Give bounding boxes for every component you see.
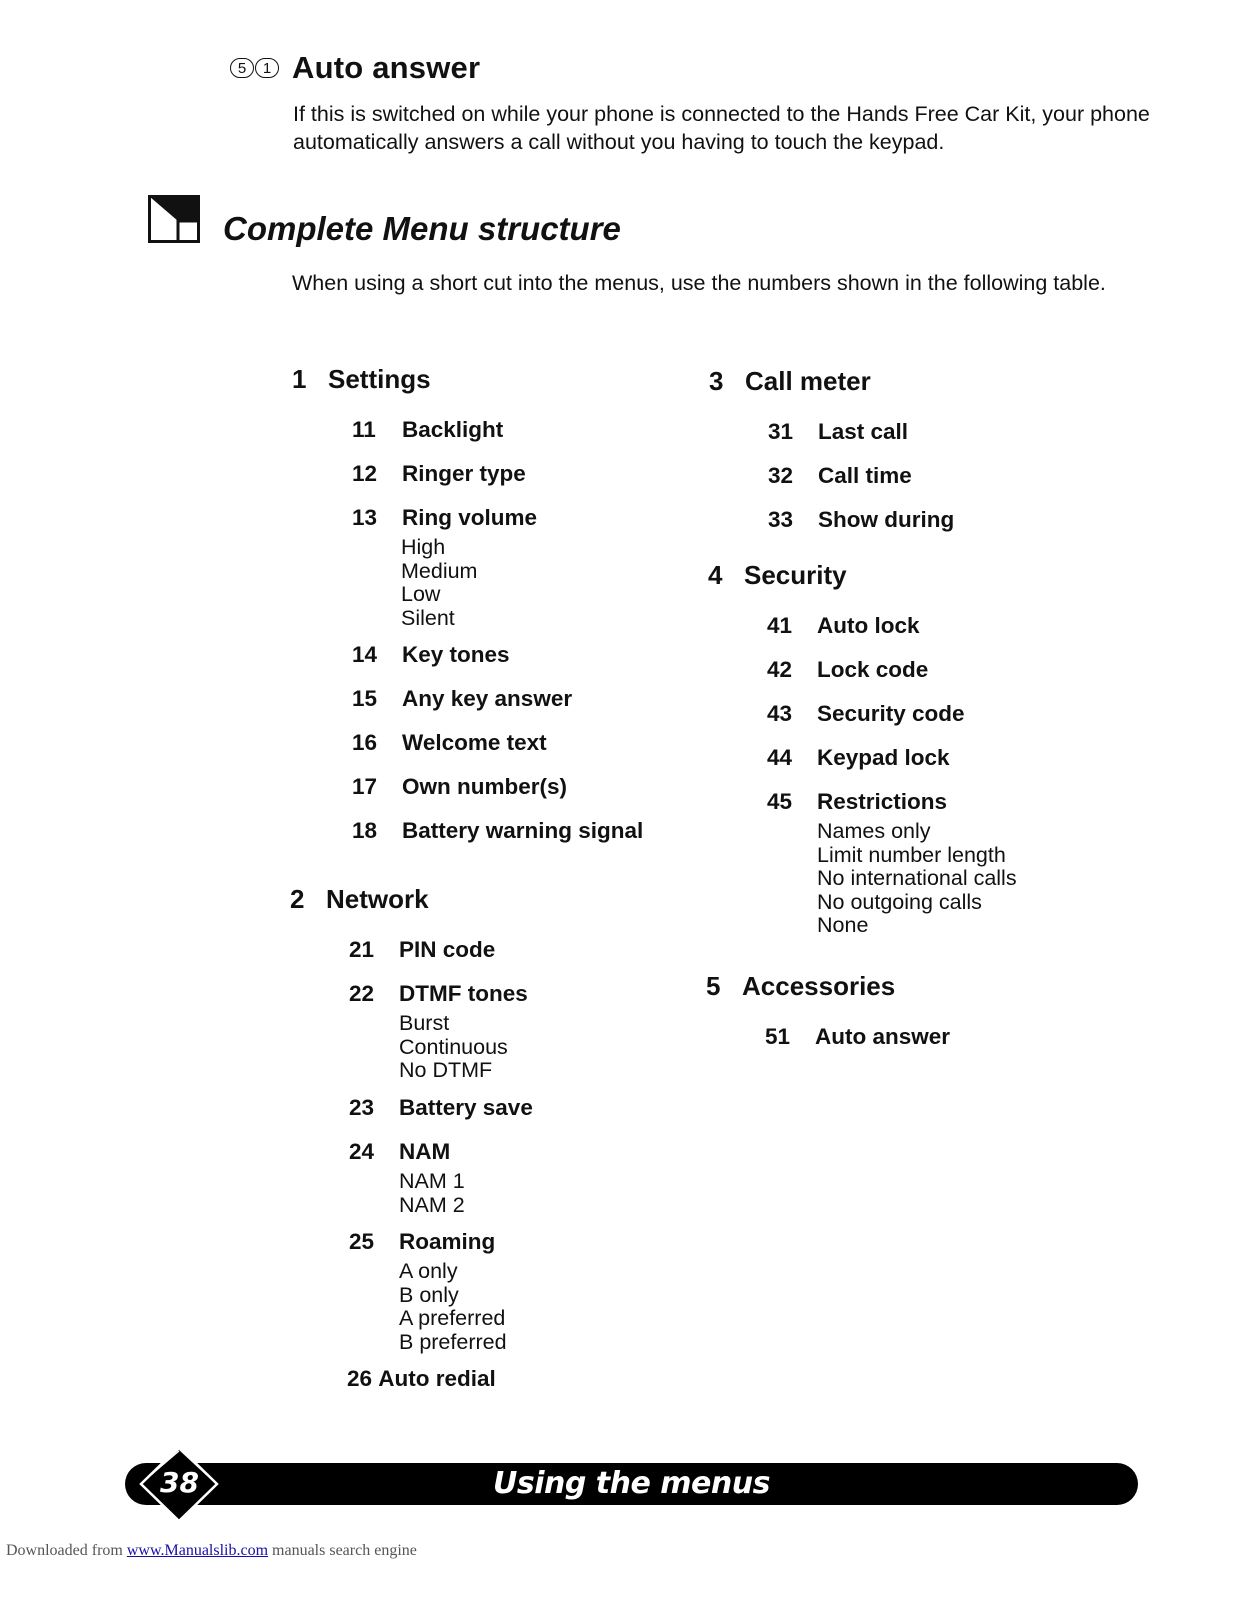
shortcut-keycaps [230,58,279,78]
download-suffix: manuals search engine [268,1542,417,1559]
menu-item-23 [349,1095,533,1121]
restrictions-options [817,820,1017,938]
option-no-outgoing-calls: No outgoing calls [817,889,982,914]
menu-item-21 [349,937,495,963]
menu-item-25 [349,1229,495,1255]
option-high: High [401,535,446,559]
item-number: 41 [767,613,793,638]
menu-structure-intro: When using a short cut into the menus, use the numbers shown in the following table. [292,271,1106,295]
group-label: Accessories [742,971,896,1001]
item-number: 26 [347,1366,373,1391]
item-label: Auto answer [815,1024,951,1049]
menu-item-26 [347,1366,496,1392]
item-label: Security code [817,701,965,726]
group-number: 2 [290,884,305,914]
group-network-heading [290,884,429,915]
download-note [6,1542,417,1560]
option-a-preferred: A preferred [399,1306,506,1330]
item-label: Battery warning signal [402,818,644,843]
menu-item-18 [352,818,643,844]
item-number: 24 [349,1139,375,1164]
footer-section-title: Using the menus [493,1466,770,1501]
option-b-only: B only [399,1282,459,1307]
option-no-dtmf: No DTMF [399,1058,493,1082]
download-prefix: Downloaded from [6,1542,127,1559]
item-number: 12 [352,461,378,486]
option-nam-1: NAM 1 [399,1169,465,1193]
item-label: Last call [818,419,909,444]
group-label: Security [744,560,847,590]
option-burst: Burst [399,1011,450,1035]
item-number: 14 [352,642,378,667]
option-none: None [817,913,869,937]
item-number: 22 [349,981,375,1006]
item-label: Call time [818,463,912,488]
menu-item-42 [767,657,928,683]
item-number: 33 [768,507,794,532]
group-label: Call meter [745,366,871,396]
item-label: Backlight [402,417,504,442]
item-number: 13 [352,505,378,530]
option-no-international-calls: No international calls [817,866,1017,890]
option-nam-2: NAM 2 [399,1192,465,1217]
menu-item-31 [768,419,908,445]
group-call-meter-heading [709,366,871,397]
group-number: 3 [709,366,724,396]
item-label: DTMF tones [399,981,528,1006]
item-label: Key tones [402,642,510,667]
item-number: 42 [767,657,793,682]
menu-item-22 [349,981,528,1007]
item-number: 25 [349,1229,375,1254]
item-number: 21 [349,937,375,962]
item-number: 18 [352,818,378,843]
menu-item-43 [767,701,965,727]
option-medium: Medium [401,558,478,583]
item-label: PIN code [399,937,496,962]
dtmf-tones-options [399,1012,508,1083]
group-label: Settings [328,364,431,394]
group-accessories-heading [706,971,895,1002]
menu-item-14 [352,642,510,668]
item-label: Welcome text [402,730,547,755]
keycap-1: 1 [255,58,279,78]
menu-item-33 [768,507,954,533]
menu-item-41 [767,613,920,639]
nam-options [399,1170,465,1217]
item-number: 32 [768,463,794,488]
item-number: 43 [767,701,793,726]
item-label: Own number(s) [402,774,568,799]
item-label: NAM [399,1139,451,1164]
menu-item-13 [352,505,537,531]
item-label: Ringer type [402,461,526,486]
option-silent: Silent [401,605,455,630]
group-security-heading [708,560,847,591]
page-title: Complete Menu structure [223,210,621,247]
menu-item-12 [352,461,526,487]
page-number: 38 [160,1466,199,1499]
menu-section-icon [148,195,200,243]
item-label: Auto lock [817,613,920,638]
menu-item-44 [767,745,950,771]
menu-item-24 [349,1139,450,1165]
item-label: Battery save [399,1095,533,1120]
item-label: Any key answer [402,686,573,711]
group-label: Network [326,884,429,914]
option-limit-number-length: Limit number length [817,842,1006,867]
group-number: 5 [706,971,721,1001]
menu-item-11 [352,417,503,443]
option-continuous: Continuous [399,1034,508,1059]
item-label: Roaming [399,1229,496,1254]
menu-item-17 [352,774,567,800]
item-number: 44 [767,745,793,770]
group-number: 4 [708,560,723,590]
option-a-only: A only [399,1259,458,1283]
menu-item-45 [767,789,947,815]
item-number: 45 [767,789,793,814]
option-b-preferred: B preferred [399,1329,507,1354]
item-label: Keypad lock [817,745,950,770]
item-number: 31 [768,419,794,444]
roaming-options [399,1260,507,1354]
menu-item-51 [765,1024,950,1050]
menu-item-15 [352,686,572,712]
menu-item-32 [768,463,912,489]
menu-item-16 [352,730,547,756]
item-number: 11 [352,417,376,442]
item-number: 23 [349,1095,375,1120]
item-number: 15 [352,686,378,711]
manualslib-link[interactable]: www.Manualslib.com [126,1542,269,1559]
item-label: Auto redial [378,1366,496,1391]
item-label: Show during [818,507,955,532]
item-number: 16 [352,730,378,755]
auto-answer-heading: Auto answer [292,50,481,85]
option-names-only: Names only [817,819,931,843]
item-label: Restrictions [817,789,948,814]
group-settings-heading [292,364,431,395]
item-label: Ring volume [402,505,538,530]
group-number: 1 [292,364,307,394]
auto-answer-description: If this is switched on while your phone is connected to the Hands Free Car Kit, your phone automatically answers a call without you having to touch the keypad. [293,102,1150,154]
item-number: 17 [352,774,378,799]
keycap-5: 5 [230,58,254,78]
item-number: 51 [765,1024,791,1049]
ring-volume-options [401,536,477,630]
item-label: Lock code [817,657,929,682]
option-low: Low [401,582,441,606]
